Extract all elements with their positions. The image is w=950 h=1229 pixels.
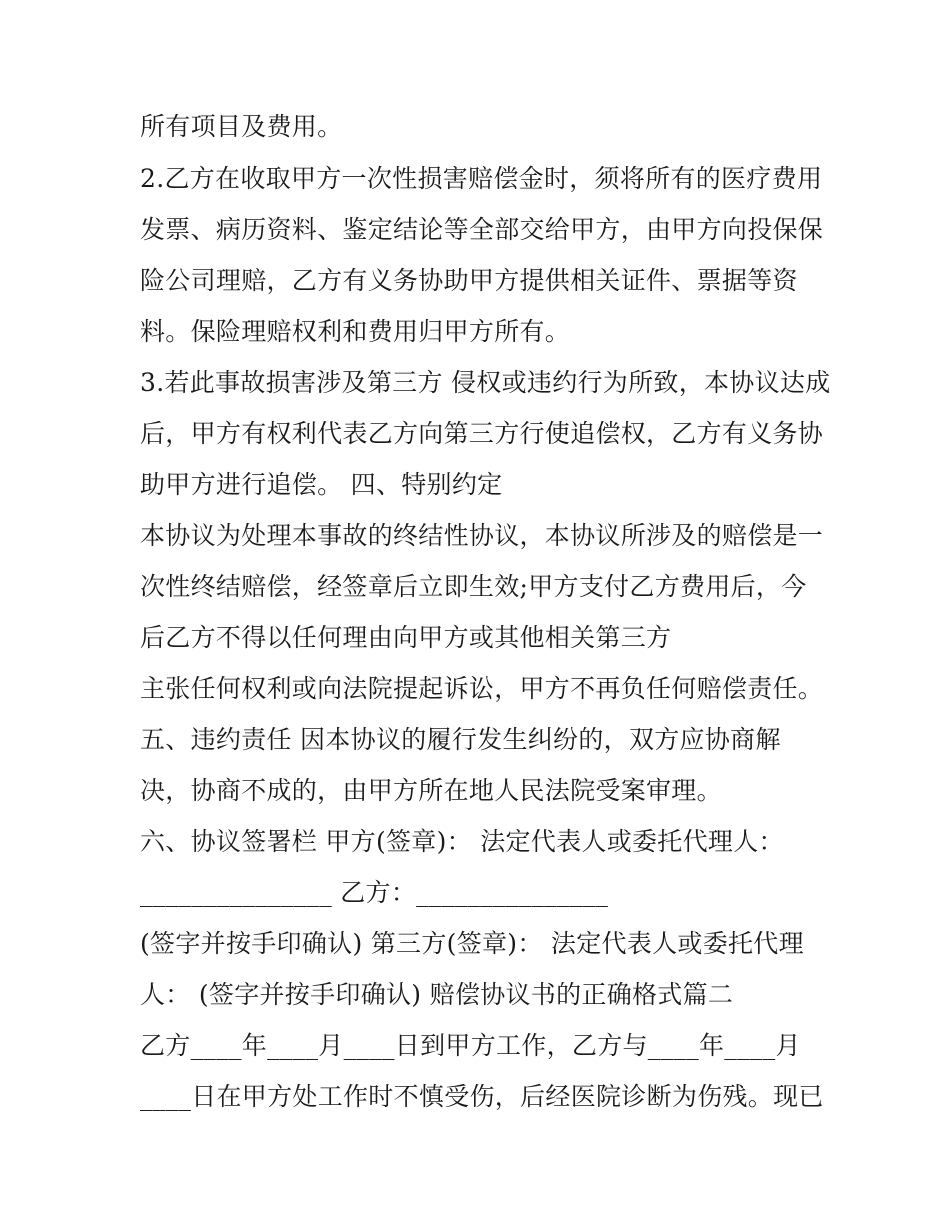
text-line: 料。保险理赔权利和费用归甲方所有。 — [140, 317, 571, 346]
text-line: 发票、病历资料、鉴定结论等全部交给甲方，由甲方向投保保 — [140, 215, 824, 244]
text-line: 所有项目及费用。 — [140, 112, 343, 141]
text-line: 后乙方不得以任何理由向甲方或其他相关第三方 — [140, 623, 672, 652]
text-line: 人： (签字并按手印确认) 赔偿协议书的正确格式篇二 — [140, 980, 734, 1009]
text-line: 决，协商不成的，由甲方所在地人民法院受案审理。 — [140, 776, 722, 805]
text-line: 五、违约责任 因本协议的履行发生纠纷的，双方应协商解 — [140, 725, 781, 754]
text-line: 乙方____年____月____日到甲方工作，乙方与____年____月 — [140, 1031, 801, 1060]
text-line: 本协议为处理本事故的终结性协议，本协议所涉及的赔偿是一 — [140, 521, 824, 550]
text-line: 后，甲方有权利代表乙方向第三方行使追偿权，乙方有义务协 — [140, 419, 824, 448]
text-line: 助甲方进行追偿。 四、特别约定 — [140, 470, 503, 499]
text-line: 3.若此事故损害涉及第三方 侵权或违约行为所致，本协议达成 — [140, 368, 831, 397]
text-line: (签字并按手印确认) 第三方(签章)： 法定代表人或委托代理 — [140, 929, 804, 958]
text-line: 2.乙方在收取甲方一次性损害赔偿金时，须将所有的医疗费用 — [140, 164, 823, 193]
text-line: ____日在甲方处工作时不慎受伤，后经医院诊断为伤残。现已 — [140, 1082, 824, 1111]
text-line: 六、协议签署栏 甲方(签章)： 法定代表人或委托代理人： — [140, 827, 784, 856]
text-line: 险公司理赔，乙方有义务协助甲方提供相关证件、票据等资 — [140, 266, 798, 295]
signature-blank-line: _______________ 乙方：_______________ — [140, 878, 609, 907]
text-line: 次性终结赔偿，经签章后立即生效;甲方支付乙方费用后，今 — [140, 572, 807, 601]
text-line: 主张任何权利或向法院提起诉讼，甲方不再负任何赔偿责任。 — [140, 674, 824, 703]
